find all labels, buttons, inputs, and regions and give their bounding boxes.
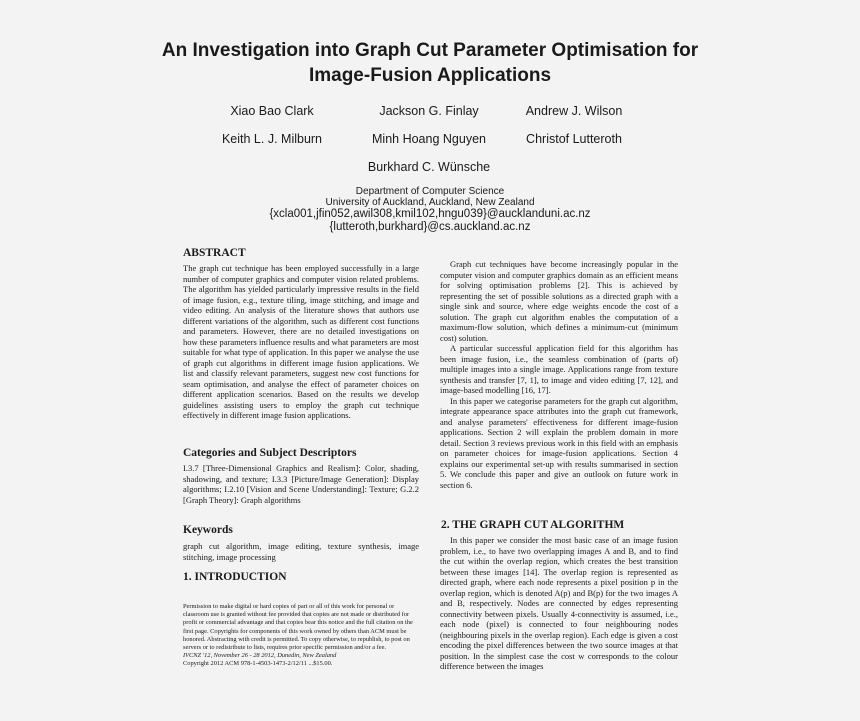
author-3: Andrew J. Wilson [525, 104, 623, 118]
author-5: Minh Hoang Nguyen [372, 132, 486, 146]
keywords-heading: Keywords [183, 524, 233, 536]
keywords-body [183, 541, 419, 562]
abstract-heading: ABSTRACT [183, 247, 246, 259]
categories-body [183, 463, 419, 505]
affiliation [0, 186, 860, 234]
section-2-paragraph: In this paper we consider the most basic case of an image fusion problem, i.e., to have two overlapping images A and B, and to find the cut within the overlap region, which creates the best transition between these images [14]. The overlap region is represented as directed graph, where each node represents a pixel position p in the overlap region, which is denoted A(p) and B(p) for the two images A and B, respectively. Nodes are connected by edges representing connectivity between pixels. Usually 4-connectivity is assumed, i.e., each node (pixel) is connected to four neighbouring nodes (neighbouring pixels in the overlap region). Each edge is given a cost encoding the pixel differences between the two source images at that position. In the simplest case the cost w corresponds to the colour difference between the images [440, 535, 678, 671]
author-1: Xiao Bao Clark [230, 104, 314, 118]
author-4: Keith L. J. Milburn [221, 132, 323, 146]
abstract-text: The graph cut technique has been employed successfully in a large number of computer graphics and computer vision related problems. The algorithm has yielded particularly impressive results in the field of image fusion, e.g., texture tiling, image stitching, and image and video editing. An analysis of the literature shows that authors use different variations of the algorithm, such as different cost functions and parameters. However, there are no detailed investigations on how these parameters influence results and what parameters are most suitable for what type of application. In this paper we analyse the use of graph cut algorithms in different image fusion applications. We list and classify relevant parameters, suggest new cost functions for seam optimisation, and analyse the effect of parameter choices on different application scenarios. Based on the results we develop guidelines assisting users to employ the graph cut technique effectively in different image fusion applications. [183, 263, 419, 420]
author-7: Burkhard C. Wünsche [367, 160, 491, 174]
title-line-1: An Investigation into Graph Cut Parameter Optimisation for [161, 40, 699, 61]
keywords-text: graph cut algorithm, image editing, texture synthesis, image stitching, image processing [183, 541, 419, 562]
affiliation-univ: University of Auckland, Auckland, New Zealand [325, 197, 535, 208]
categories-text: I.3.7 [Three-Dimensional Graphics and Realism]: Color, shading, shadowing, and texture; I.3.3 [Picture/Image Generation]: Display algorithms; I.2.10 [Vision and Scene Understanding]: Texture; G.2.2 [Graph Theory]: Graph algorithms [183, 463, 419, 505]
author-2: Jackson G. Finlay [379, 104, 479, 118]
venue-text: IVCNZ '12, November 26 - 28 2012, Dunedin, New Zealand [183, 652, 337, 660]
abstract-body [183, 263, 419, 421]
affiliation-dept: Department of Computer Science [355, 186, 505, 197]
email-line-2: {lutteroth,burkhard}@cs.auckland.ac.nz [329, 221, 531, 233]
categories-heading: Categories and Subject Descriptors [183, 447, 357, 459]
title-line-2: Image-Fusion Applications [308, 65, 552, 86]
right-column-section-2 [440, 535, 678, 672]
right-column-intro [440, 259, 678, 490]
intro-paragraph-2: A particular successful application field for this algorithm has been image fusion, i.e., the seamless combination of (parts of) multiple images into a single image. Applications range from texture synthesis and transfer [7, 1], to image and video editing [7, 12], and image-based modelling [16, 17]. [440, 343, 678, 395]
introduction-heading: 1. INTRODUCTION [183, 571, 287, 583]
intro-paragraph-3: In this paper we categorise parameters for the graph cut algorithm, integrate appearance space attributes into the graph cut framework, and analyse parameters' effectiveness for different image-fusion applications. Section 2 will explain the problem domain in more detail. Section 3 reviews previous work in this field with an emphasis on parameter choices for image-fusion applications. Section 4 explains our experimental set-up with results summarised in section 5. We conclude this paper and give an outlook on future work in section 6. [440, 395, 678, 490]
permission-text: Permission to make digital or hard copies of part or all of this work for personal or classroom use is granted without fee provided that copies are not made or distributed for profit or commercial advantage and that copies bear this notice and the full citation on the first page. Copyrights for components of this work owned by others than ACM must be honored. Abstracting with credit is permitted. To copy otherwise, to republish, to post on servers or to redistribute to lists, requires prior specific permission and/or a fee. [183, 603, 413, 652]
copyright-text: Copyright 2012 ACM 978-1-4503-1473-2/12/11 ...$15.00. [183, 660, 333, 668]
email-line-1: {xcla001,jfin052,awil308,kmil102,hngu039}@aucklanduni.ac.nz [269, 208, 591, 220]
intro-paragraph-1: Graph cut techniques have become increasingly popular in the computer vision and computer graphics domain as an efficient means for solving optimisation problems [2]. This is achieved by representing the set of possible solutions as a directed graph with a single sink and source, where edge weights encode the cost of a solution. The graph cut algorithm enables the computation of a maximum-flow solution, which defines a minimum-cut (minimum cost) solution. [440, 259, 678, 343]
author-6: Christof Lutteroth [526, 132, 622, 146]
section-2-heading: 2. THE GRAPH CUT ALGORITHM [441, 519, 625, 531]
paper-title [0, 38, 860, 88]
permission-footnote [183, 603, 419, 669]
